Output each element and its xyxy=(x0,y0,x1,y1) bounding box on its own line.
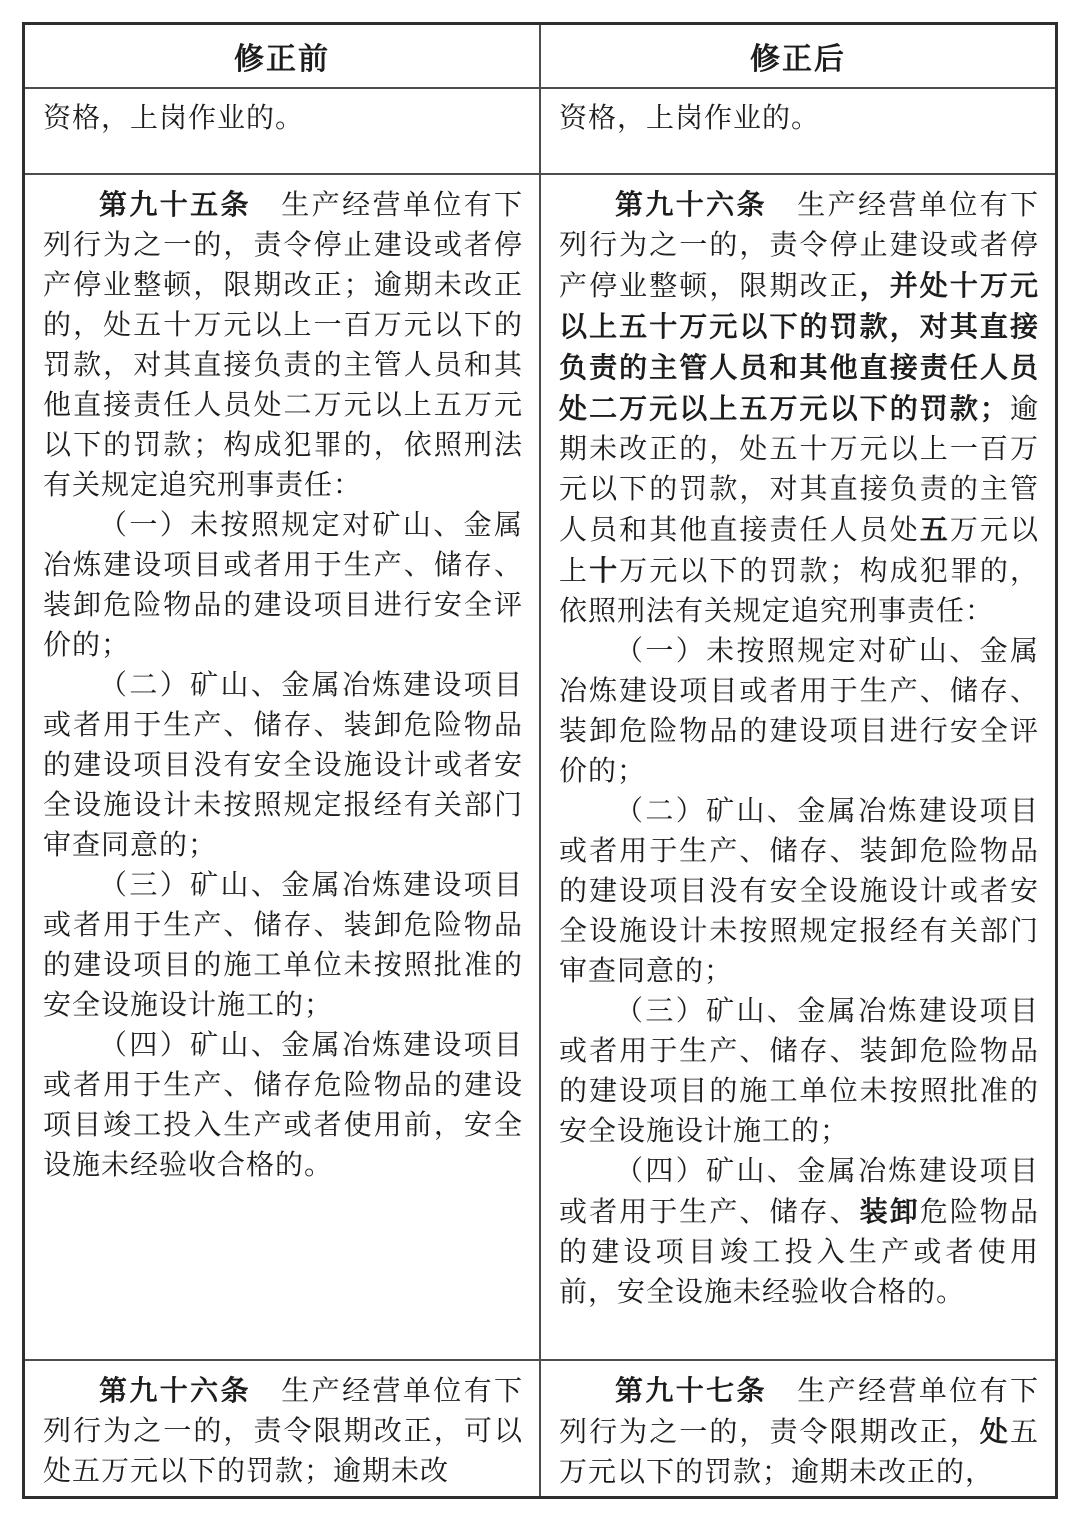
text-run: 资格，上岗作业的。 xyxy=(559,102,821,134)
amended-text-run: 五 xyxy=(919,513,950,545)
text-run: （四）矿山、金属冶炼建设项目或者用于生产、储存、 xyxy=(559,1155,1039,1228)
amended-text-run: 第九十六条 xyxy=(99,1374,251,1406)
paragraph xyxy=(43,506,523,666)
cell-before-article-96 xyxy=(24,1360,541,1498)
amended-text-run: 第九十七条 xyxy=(615,1374,767,1406)
text-run: 逾期未改正的，处五十万元以上一百万元以下的罚款，对其直接负责的主管人员和其他直接责任人员处 xyxy=(559,393,1039,546)
text-run: （二）矿山、金属冶炼建设项目或者用于生产、储存、装卸危险物品的建设项目没有安全设施设计或者安全设施设计未按照规定报经有关部门审查同意的； xyxy=(43,669,523,861)
text-run: 生产经营单位有下列行为之一的，责令停止建设或者停产停业整顿，限期改正 xyxy=(559,189,1039,302)
text-run: （三）矿山、金属冶炼建设项目或者用于生产、储存、装卸危险物品的建设项目的施工单位未按照批准的安全设施设计施工的； xyxy=(559,995,1039,1147)
text-run: 生产经营单位有下列行为之一的，责令限期改正，可以处五万元以下的罚款；逾期未改 xyxy=(43,1375,523,1487)
text-run: （二）矿山、金属冶炼建设项目或者用于生产、储存、装卸危险物品的建设项目没有安全设施设计或者安全设施设计未按照规定报经有关部门审查同意的； xyxy=(559,795,1039,987)
paragraph xyxy=(43,1371,523,1492)
text-run: 万元以下的罚款；构成犯罪的，依照刑法有关规定追究刑事责任： xyxy=(559,555,1039,627)
amended-text-run: 第九十五条 xyxy=(99,188,251,220)
cell-after-article-96 xyxy=(540,174,1057,1360)
paragraph xyxy=(43,666,523,866)
paragraph xyxy=(559,185,1039,632)
paragraph xyxy=(559,632,1039,792)
text-run: 五万元以下的罚款；逾期未改正的， xyxy=(559,1416,1039,1488)
paragraph xyxy=(559,99,1039,139)
table-row xyxy=(24,174,1057,1360)
text-run: 万元以上 xyxy=(559,514,1039,587)
paragraph xyxy=(559,1152,1039,1313)
text-run: （一）未按照规定对矿山、金属冶炼建设项目或者用于生产、储存、装卸危险物品的建设项目进行安全评价的； xyxy=(43,509,523,661)
amended-text-run: ，并处十万元以上五十万元以下的罚款，对其直接负责的主管人员和其他直接责任人员处二万元以上五万元以下的罚款； xyxy=(559,269,1039,424)
paragraph xyxy=(559,992,1039,1152)
text-run: 生产经营单位有下列行为之一的，责令停止建设或者停产停业整顿，限期改正；逾期未改正的，处五十万元以上一百万元以下的罚款，对其直接负责的主管人员和其他直接责任人员处二万元以上五万元以下的罚款；构成犯罪的，依照刑法有关规定追究刑事责任： xyxy=(43,189,523,501)
paragraph xyxy=(559,792,1039,992)
amended-text-run: 十 xyxy=(589,554,620,586)
paragraph xyxy=(559,1371,1039,1493)
text-run: 资格，上岗作业的。 xyxy=(43,102,305,134)
paragraph xyxy=(43,99,523,139)
paragraph xyxy=(43,185,523,506)
amended-text-run: 装卸 xyxy=(859,1195,920,1227)
table-row xyxy=(24,1360,1057,1498)
text-run: 危险物品的建设项目竣工投入生产或者使用前，安全设施未经验收合格的。 xyxy=(559,1196,1039,1308)
text-run: （一）未按照规定对矿山、金属冶炼建设项目或者用于生产、储存、装卸危险物品的建设项目进行安全评价的； xyxy=(559,635,1039,787)
column-header-after: 修正后 xyxy=(540,24,1057,88)
text-run: （三）矿山、金属冶炼建设项目或者用于生产、储存、装卸危险物品的建设项目的施工单位未按照批准的安全设施设计施工的； xyxy=(43,869,523,1021)
paragraph xyxy=(43,866,523,1026)
paragraph xyxy=(43,1026,523,1186)
amended-text-run: 处 xyxy=(979,1415,1010,1447)
cell-before-article-95 xyxy=(24,174,541,1360)
cell-after-article-97 xyxy=(540,1360,1057,1498)
text-run: 生产经营单位有下列行为之一的，责令限期改正， xyxy=(559,1375,1039,1448)
amendment-comparison-table xyxy=(22,22,1058,1499)
table-row xyxy=(24,88,1057,174)
text-run: （四）矿山、金属冶炼建设项目或者用于生产、储存危险物品的建设项目竣工投入生产或者使用前，安全设施未经验收合格的。 xyxy=(43,1029,523,1181)
cell-after-continuation xyxy=(540,88,1057,174)
header-row xyxy=(24,24,1057,88)
cell-before-continuation xyxy=(24,88,541,174)
column-header-before: 修正前 xyxy=(24,24,541,88)
amended-text-run: 第九十六条 xyxy=(615,188,767,220)
